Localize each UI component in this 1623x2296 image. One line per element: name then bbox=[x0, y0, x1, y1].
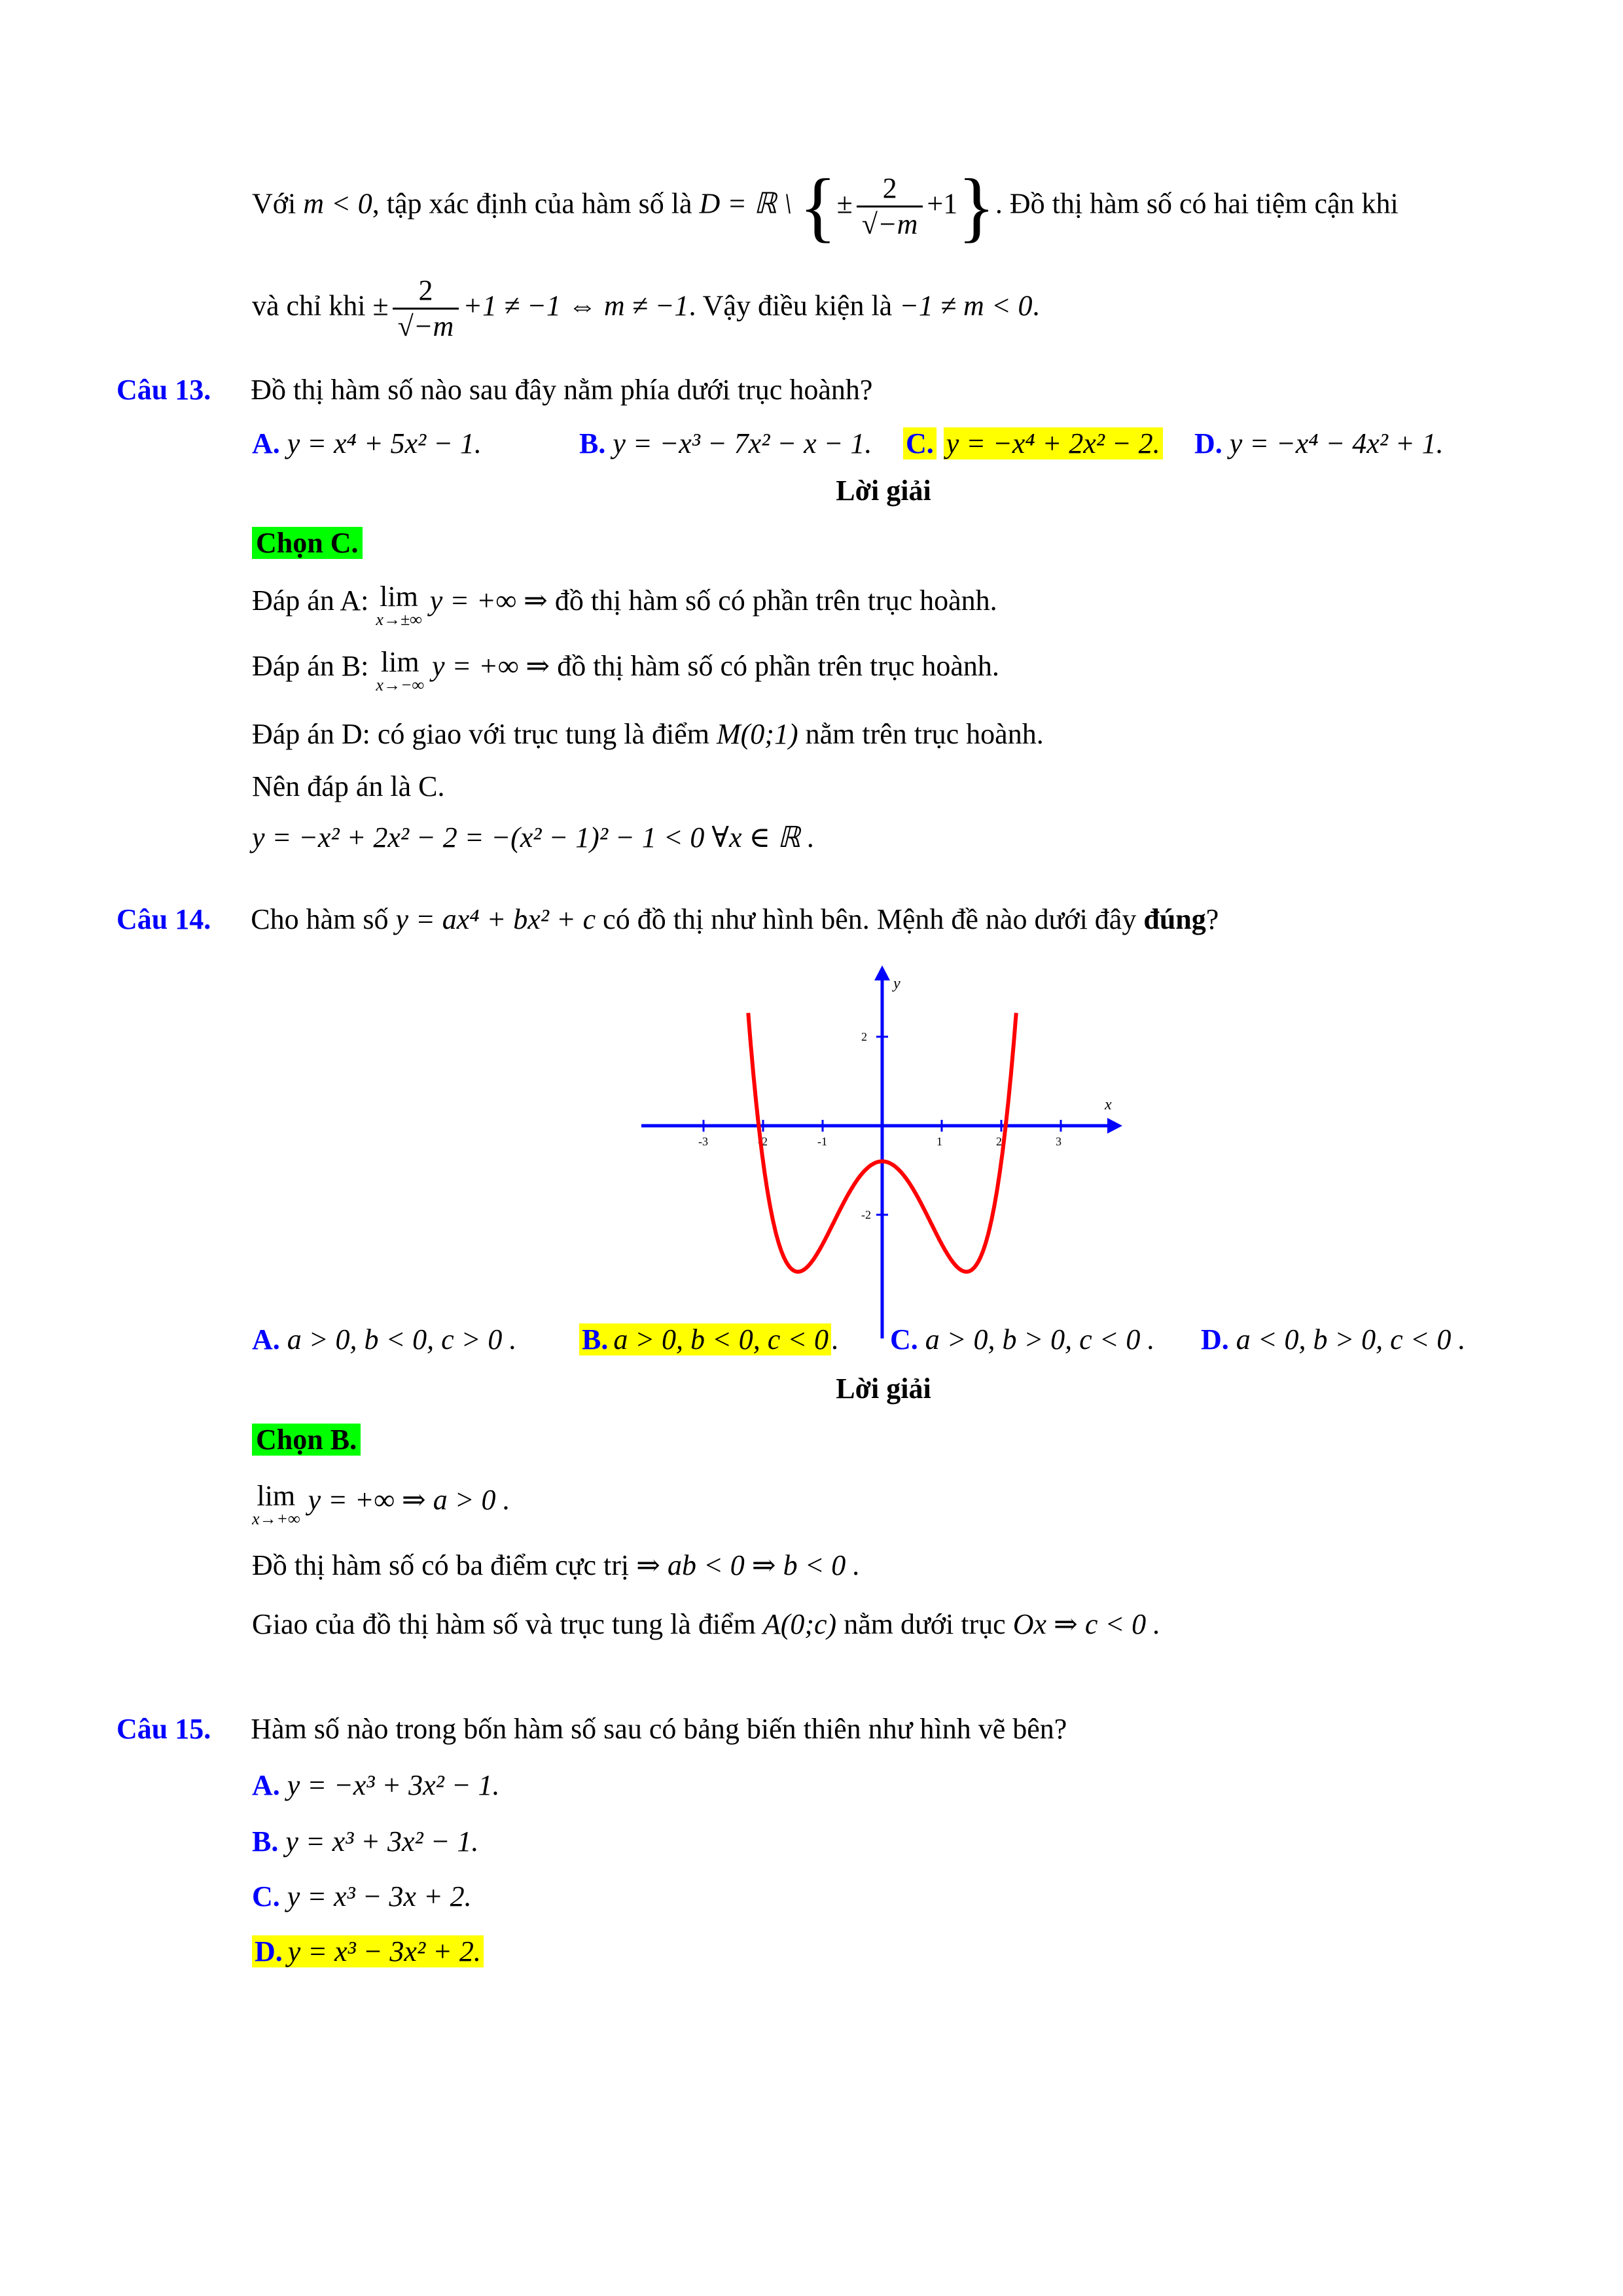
intro-text: . Đồ thị hàm số có hai tiệm cận khi bbox=[995, 187, 1399, 220]
q13-option-c bbox=[903, 424, 1163, 463]
solution-text: Đồ thị hàm số có ba điểm cực trị bbox=[252, 1549, 637, 1581]
option-letter: B. bbox=[579, 427, 606, 459]
option-letter: D. bbox=[1194, 427, 1222, 459]
intro-text: và chỉ khi ± bbox=[252, 289, 389, 322]
q14-text: có đồ thị như hình bên. Mệnh đề nào dưới đây bbox=[596, 903, 1144, 935]
point-m: M(0;1) bbox=[716, 718, 798, 750]
option-text: y = −x³ + 3x² − 1. bbox=[287, 1769, 500, 1801]
q13-choice bbox=[252, 524, 363, 563]
limit-subscript: x→−∞ bbox=[376, 675, 425, 694]
intro-condition: −1 ≠ m < 0 bbox=[899, 289, 1033, 322]
fraction-numerator: 2 bbox=[882, 172, 897, 204]
solution-text: Đáp án D: có giao với trục tung là điểm bbox=[252, 718, 717, 750]
limit-word: lim bbox=[257, 1480, 296, 1512]
fraction-denominator: √−m bbox=[857, 206, 923, 242]
option-letter: A. bbox=[252, 1769, 280, 1801]
q15-option-d bbox=[252, 1932, 484, 1971]
option-text: y = −x³ − 7x² − x − 1. bbox=[613, 427, 872, 459]
q13-option-d bbox=[1194, 424, 1444, 463]
intro-line-1 bbox=[252, 162, 1399, 250]
intro-line-2 bbox=[252, 274, 1040, 344]
option-letter: C. bbox=[903, 427, 936, 459]
solution-expr: ⇒ ab < 0 ⇒ b < 0 . bbox=[636, 1549, 861, 1581]
q15-option-c bbox=[252, 1877, 472, 1916]
solution-expr: y = +∞ ⇒ a > 0 . bbox=[308, 1484, 510, 1516]
x-tick-label: -3 bbox=[698, 1135, 708, 1148]
q14-question bbox=[116, 900, 1219, 939]
q15-text: Hàm số nào trong bốn hàm số sau có bảng biến thiên như hình vẽ bên? bbox=[251, 1713, 1067, 1745]
intro-domain: D = ℝ \ bbox=[699, 187, 793, 220]
q13-option-a bbox=[252, 424, 482, 463]
q14-option-d bbox=[1201, 1320, 1465, 1359]
option-letter: A. bbox=[252, 1323, 280, 1355]
q14-line-intercept bbox=[252, 1605, 1160, 1644]
q15-label: Câu 15. bbox=[116, 1713, 211, 1745]
plus-minus: ± bbox=[836, 187, 853, 220]
solution-text: đồ thị hàm số có phần trên trục hoành. bbox=[547, 584, 997, 617]
point-a: A(0;c) bbox=[762, 1608, 837, 1640]
q14-option-c bbox=[890, 1320, 1154, 1359]
solution-expr: y = +∞ ⇒ bbox=[432, 650, 550, 682]
q13-question bbox=[116, 370, 872, 410]
limit bbox=[376, 647, 424, 692]
solution-text: đồ thị hàm số có phần trên trục hoành. bbox=[550, 650, 999, 682]
option-text: y = x³ + 3x² − 1. bbox=[285, 1825, 479, 1857]
intro-text: , tập xác định của hàm số là bbox=[372, 187, 700, 220]
intro-condition: m < 0 bbox=[303, 187, 372, 220]
intro-text: . Vậy điều kiện là bbox=[688, 289, 900, 322]
option-letter: C. bbox=[252, 1880, 280, 1912]
option-text: a < 0, b > 0, c < 0 . bbox=[1236, 1323, 1466, 1355]
option-text: y = −x⁴ − 4x² + 1. bbox=[1229, 427, 1444, 459]
limit-subscript: x→±∞ bbox=[376, 610, 422, 629]
option-text: a > 0, b < 0, c > 0 . bbox=[287, 1323, 517, 1355]
option-letter: A. bbox=[252, 427, 280, 459]
q14-option-a bbox=[252, 1320, 516, 1359]
function-graph bbox=[635, 962, 1132, 1342]
limit-subscript: x→+∞ bbox=[252, 1509, 300, 1528]
option-dot: . bbox=[830, 1323, 838, 1355]
option-text: y = x³ − 3x + 2. bbox=[287, 1880, 472, 1912]
x-axis-arrow-icon bbox=[1107, 1118, 1122, 1134]
solution-text: Đáp án B: bbox=[252, 650, 376, 682]
solution-text: Giao của đồ thị hàm số và trục tung là điểm bbox=[252, 1608, 763, 1640]
x-tick-label: 2 bbox=[996, 1135, 1002, 1148]
option-letter: D. bbox=[1201, 1323, 1229, 1355]
option-text: y = x⁴ + 5x² − 1. bbox=[287, 427, 482, 459]
solution-expr: Ox ⇒ c < 0 . bbox=[1012, 1608, 1161, 1640]
solution-text: Đáp án A: bbox=[252, 584, 376, 617]
y-axis-label: y bbox=[893, 975, 901, 992]
x-tick-label: 1 bbox=[936, 1135, 942, 1148]
q13-equation: y = −x² + 2x² − 2 = −(x² − 1)² − 1 < 0 ∀x ∈ ℝ . bbox=[252, 821, 815, 853]
option-letter: B. bbox=[252, 1825, 279, 1857]
fraction-numerator: 2 bbox=[418, 274, 433, 306]
limit-word: lim bbox=[380, 581, 418, 613]
q14-text: ? bbox=[1205, 903, 1219, 935]
choice-badge: Chọn C. bbox=[252, 527, 363, 559]
q14-text: Cho hàm số bbox=[251, 903, 396, 935]
option-text-highlighted: a > 0, b < 0, c < 0 bbox=[611, 1323, 831, 1355]
limit bbox=[252, 1480, 300, 1526]
q14-line-lim bbox=[252, 1480, 510, 1526]
axes bbox=[641, 965, 1122, 1338]
y-tick-label: -2 bbox=[861, 1208, 871, 1221]
q13-line-b bbox=[252, 647, 999, 692]
q13-label: Câu 13. bbox=[116, 374, 211, 406]
solution-text: nằm trên trục hoành. bbox=[798, 718, 1044, 750]
right-brace-icon: } bbox=[957, 162, 995, 250]
q13-text: Đồ thị hàm số nào sau đây nằm phía dưới trục hoành? bbox=[251, 374, 873, 406]
y-axis-arrow-icon bbox=[874, 965, 890, 980]
q13-conclusion: Nên đáp án là C. bbox=[252, 770, 445, 802]
x-axis-label: x bbox=[1105, 1096, 1112, 1113]
y-tick-label: 2 bbox=[861, 1030, 867, 1043]
option-text: a > 0, b > 0, c < 0 . bbox=[925, 1323, 1155, 1355]
q14-choice bbox=[252, 1420, 361, 1460]
fraction bbox=[857, 171, 923, 242]
solution-text: nằm dưới trục bbox=[836, 1608, 1013, 1640]
plus-one: +1 bbox=[927, 187, 958, 220]
choice-badge: Chọn B. bbox=[252, 1424, 361, 1456]
q14-label: Câu 14. bbox=[116, 903, 211, 935]
intro-text: . bbox=[1032, 289, 1040, 322]
option-letter: D. bbox=[252, 1935, 285, 1967]
option-letter: C. bbox=[890, 1323, 918, 1355]
fraction-denominator: √−m bbox=[393, 308, 459, 344]
q15-option-b bbox=[252, 1822, 478, 1861]
x-tick-label: 3 bbox=[1056, 1135, 1061, 1148]
q15-question bbox=[116, 1710, 1067, 1749]
option-letter: B. bbox=[579, 1323, 611, 1355]
q13-line-a bbox=[252, 581, 997, 627]
option-text-highlighted: y = x³ − 3x² + 2. bbox=[285, 1935, 484, 1967]
intro-text: Với bbox=[252, 187, 304, 220]
q13-line-d bbox=[252, 715, 1044, 754]
q14-option-b bbox=[579, 1320, 838, 1359]
solution-expr: y = +∞ ⇒ bbox=[429, 584, 548, 617]
q14-line-extrema bbox=[252, 1546, 860, 1585]
intro-equation: +1 ≠ −1 ⇔ m ≠ −1 bbox=[463, 289, 689, 322]
x-tick-label: -1 bbox=[817, 1135, 827, 1148]
fraction bbox=[393, 274, 459, 344]
option-text-highlighted: y = −x⁴ + 2x² − 2. bbox=[944, 427, 1163, 459]
q14-solution-title: Lời giải bbox=[836, 1372, 931, 1405]
q14-function: y = ax⁴ + bx² + c bbox=[395, 903, 596, 935]
left-brace-icon: { bbox=[799, 162, 837, 250]
limit-word: lim bbox=[380, 646, 419, 678]
q13-solution-title: Lời giải bbox=[836, 475, 931, 507]
x-tick-label: -2 bbox=[758, 1135, 768, 1148]
q15-option-a bbox=[252, 1766, 500, 1805]
q14-emphasis: đúng bbox=[1143, 903, 1206, 935]
limit bbox=[376, 581, 421, 627]
q13-option-b bbox=[579, 424, 872, 463]
